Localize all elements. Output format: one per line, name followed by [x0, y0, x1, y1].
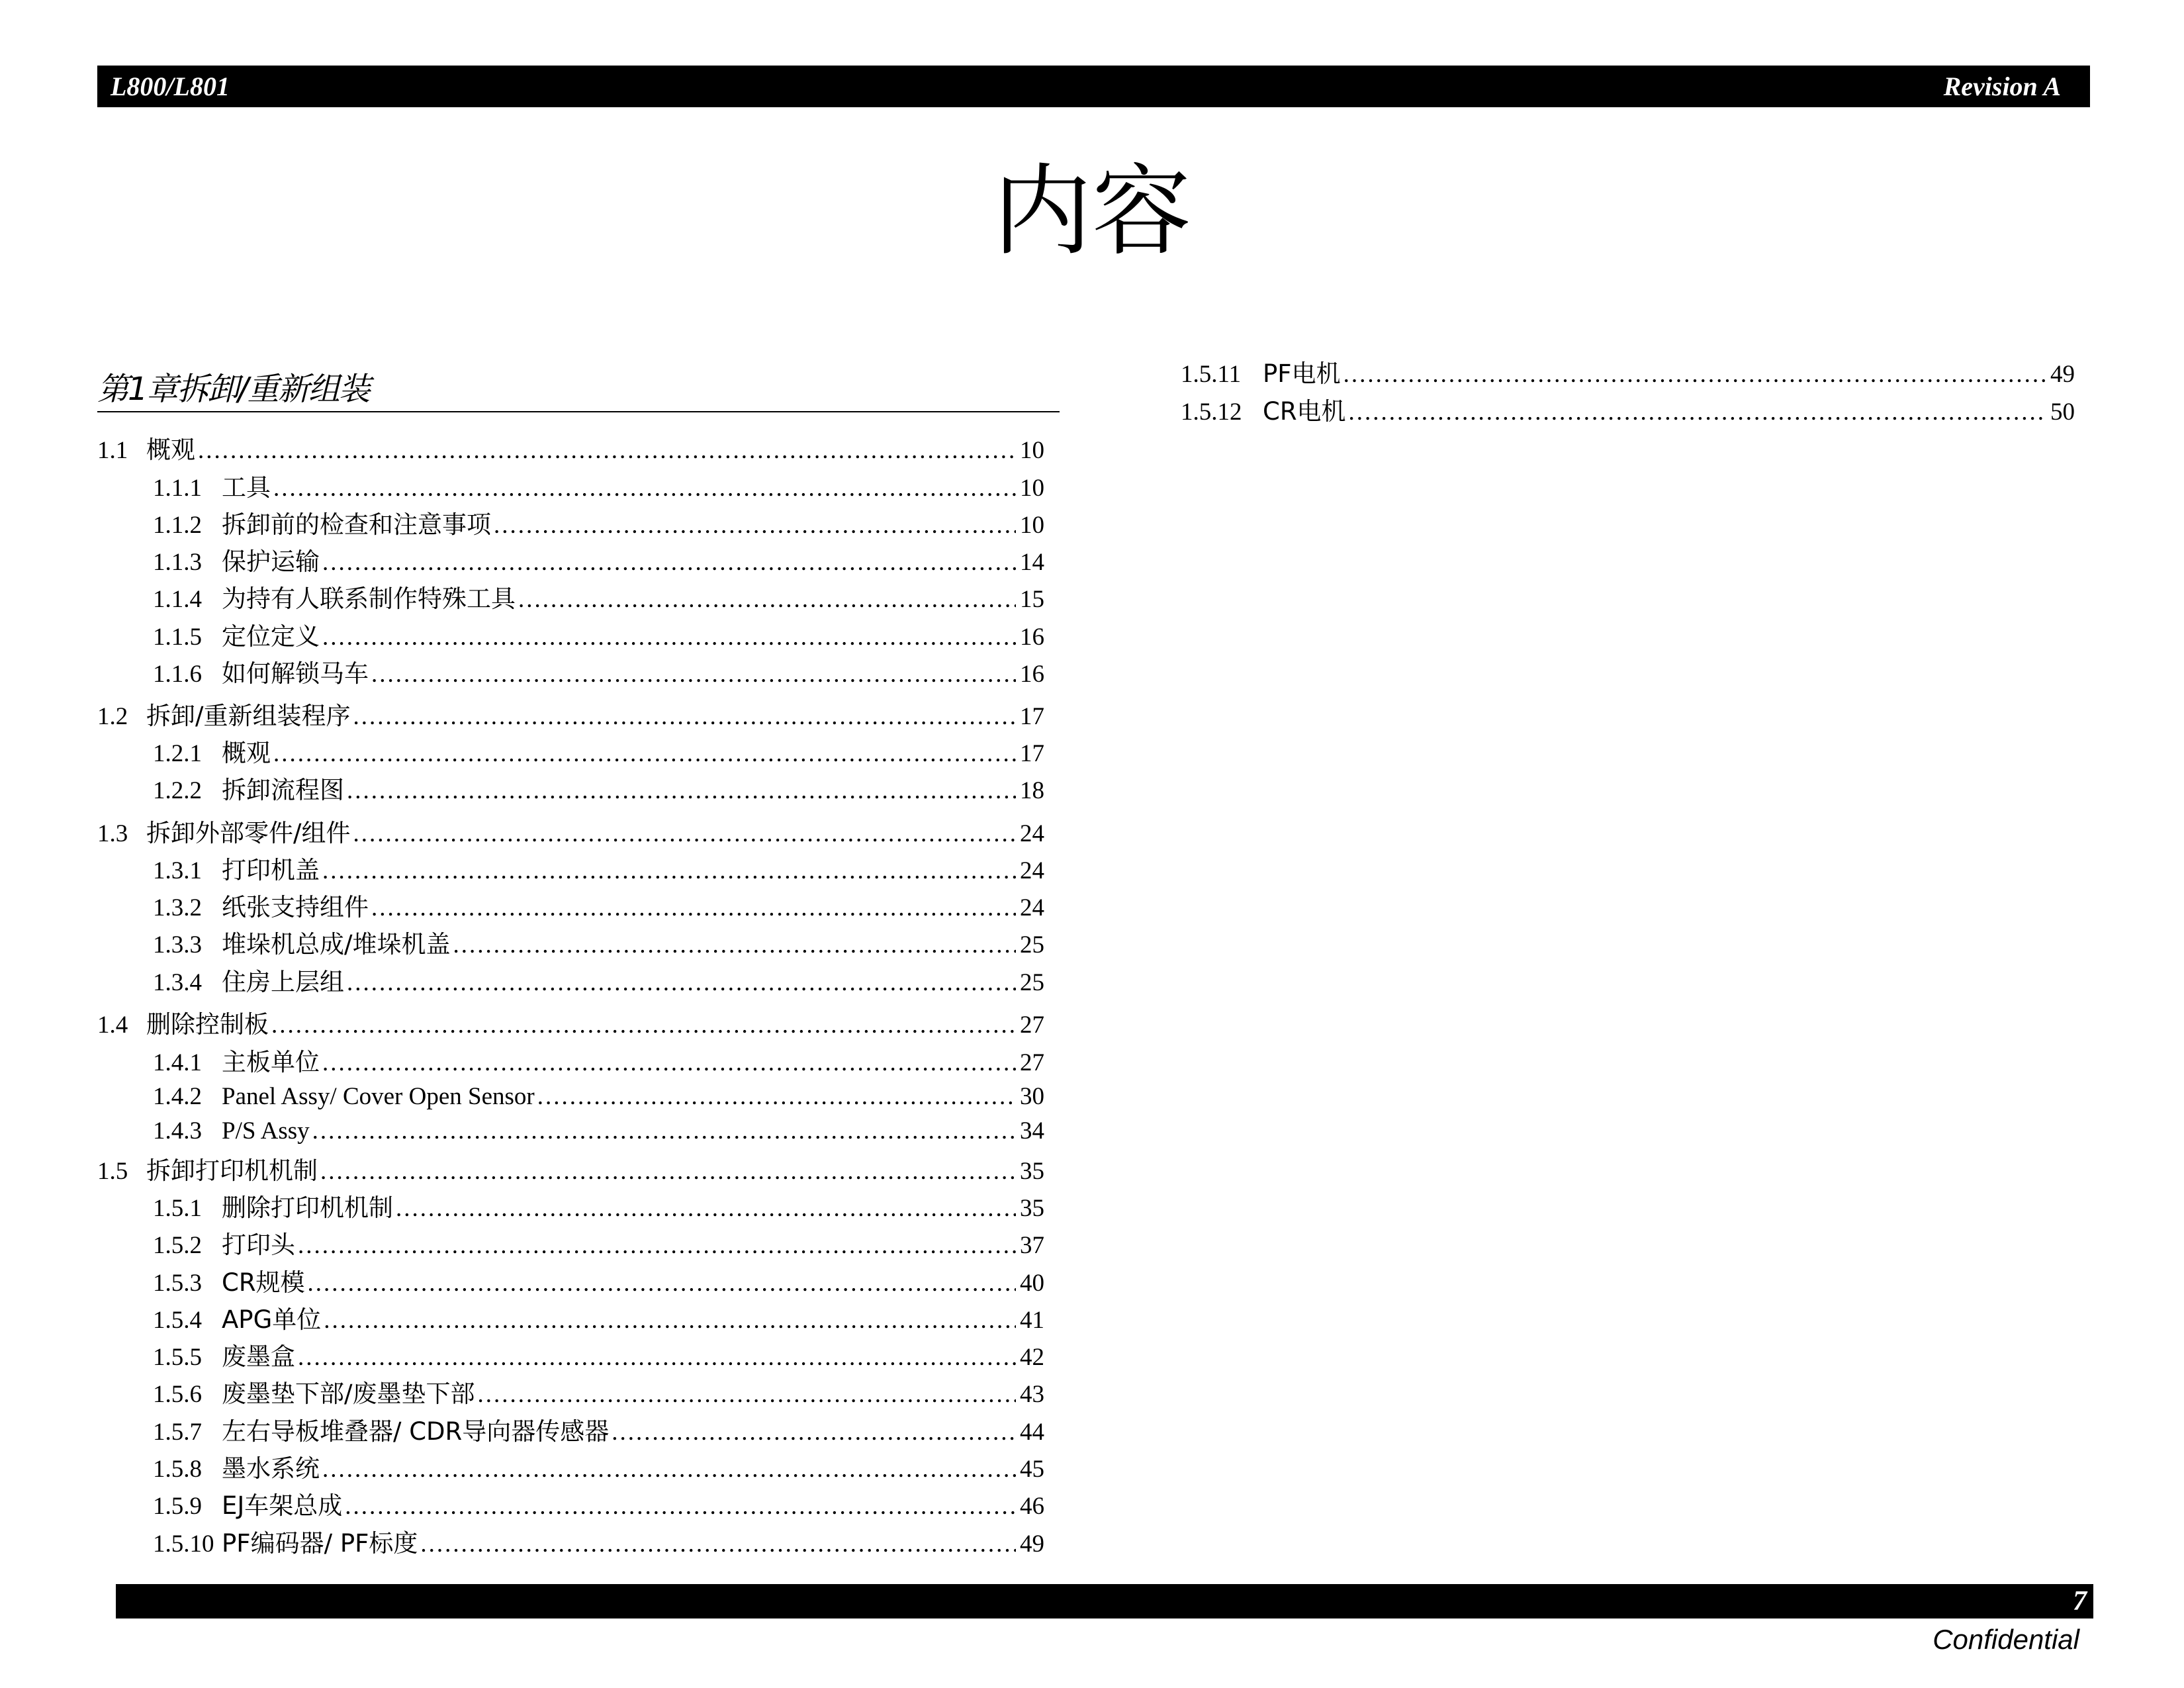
toc-entry[interactable]	[153, 508, 1044, 541]
toc-entry-title: 概观	[222, 739, 271, 767]
toc-entry-page: 43	[1020, 1381, 1044, 1408]
toc-entry-title: 拆卸流程图	[222, 776, 344, 804]
header-bar	[97, 66, 2090, 107]
toc-entry-page: 44	[1020, 1419, 1044, 1446]
toc-entry-number: 1.4.1	[153, 1049, 202, 1076]
revision-label: Revision A	[1943, 71, 2061, 101]
toc-dot-leader	[612, 1416, 1016, 1449]
toc-dot-leader	[477, 1378, 1016, 1411]
toc-entry[interactable]	[153, 928, 1044, 961]
toc-entry-page: 17	[1020, 740, 1044, 767]
toc-dot-leader	[537, 1080, 1016, 1113]
toc-entry[interactable]	[97, 434, 1044, 467]
toc-entry[interactable]	[153, 620, 1044, 653]
toc-entry-number: 1.5.6	[153, 1381, 202, 1408]
toc-entry-page: 27	[1020, 1011, 1044, 1039]
toc-entry-title: 拆卸外部零件/组件	[146, 819, 351, 847]
toc-entry[interactable]	[153, 1452, 1044, 1485]
toc-entry-page: 10	[1020, 475, 1044, 502]
toc-entry-page: 16	[1020, 661, 1044, 688]
toc-dot-leader	[371, 658, 1016, 691]
toc-entry-number: 1.5.4	[153, 1307, 202, 1334]
toc-dot-leader	[298, 1229, 1016, 1262]
toc-entry-number: 1.1.2	[153, 512, 202, 539]
toc-entry[interactable]	[153, 966, 1044, 999]
toc-entry-page: 10	[1020, 512, 1044, 539]
toc-entry-number: 1.1.3	[153, 549, 202, 576]
toc-entry[interactable]	[97, 1154, 1044, 1188]
toc-entry-number: 1.1	[97, 437, 128, 464]
toc-entry-title: CR电机	[1263, 397, 1346, 426]
toc-dot-leader	[273, 737, 1016, 771]
toc-dot-leader	[322, 621, 1016, 654]
toc-entry-title: 堆垛机总成/堆垛机盖	[222, 930, 451, 959]
toc-dot-leader	[453, 929, 1016, 962]
toc-entry-number: 1.5.7	[153, 1419, 202, 1446]
toc-entry-number: 1.4.3	[153, 1117, 202, 1145]
chapter-heading	[97, 366, 1060, 412]
toc-entry-title: 打印头	[222, 1231, 295, 1259]
toc-entry[interactable]	[97, 1008, 1044, 1041]
toc-entry[interactable]	[153, 1266, 1044, 1299]
toc-entry-number: 1.3.3	[153, 931, 202, 959]
toc-entry[interactable]	[153, 891, 1044, 924]
footer-bar	[116, 1584, 2093, 1618]
toc-dot-leader	[273, 472, 1016, 505]
toc-entry[interactable]	[153, 583, 1044, 616]
toc-entry[interactable]	[153, 1340, 1044, 1374]
toc-entry-title: 住房上层组	[222, 968, 344, 996]
page-title: 内容	[992, 154, 1191, 269]
toc-dot-leader	[198, 434, 1016, 467]
toc-entry-title: 概观	[146, 436, 195, 464]
toc-dot-leader	[322, 1047, 1016, 1080]
toc-entry-title: 删除打印机机制	[222, 1194, 393, 1222]
toc-entry-number: 1.4.2	[153, 1083, 202, 1110]
toc-entry-number: 1.5.2	[153, 1232, 202, 1259]
toc-entry[interactable]	[1181, 357, 2075, 391]
toc-dot-leader	[518, 583, 1016, 616]
toc-entry-page: 25	[1020, 931, 1044, 959]
toc-entry[interactable]	[153, 1527, 1044, 1560]
toc-entry-number: 1.3.4	[153, 969, 202, 996]
toc-entry-page: 18	[1020, 777, 1044, 804]
toc-entry-number: 1.2.2	[153, 777, 202, 804]
toc-entry[interactable]	[153, 1080, 1044, 1113]
toc-dot-leader	[494, 509, 1016, 542]
toc-dot-leader	[347, 774, 1016, 808]
toc-dot-leader	[396, 1192, 1016, 1225]
toc-entry[interactable]	[153, 1303, 1044, 1336]
toc-entry-page: 25	[1020, 969, 1044, 996]
toc-entry-title: 保护运输	[222, 547, 320, 576]
toc-entry-page: 46	[1020, 1493, 1044, 1520]
toc-entry-page: 49	[1020, 1530, 1044, 1558]
toc-entry[interactable]	[1181, 395, 2075, 428]
toc-entry[interactable]	[153, 545, 1044, 579]
toc-dot-leader	[1343, 358, 2046, 391]
toc-entry-page: 40	[1020, 1270, 1044, 1297]
toc-entry-title: 如何解锁马车	[222, 659, 369, 688]
toc-dot-leader	[322, 1453, 1016, 1486]
toc-entry[interactable]	[153, 1192, 1044, 1225]
toc-entry-title: 打印机盖	[222, 856, 320, 884]
toc-entry-page: 49	[2050, 361, 2075, 388]
toc-entry-number: 1.5.9	[153, 1493, 202, 1520]
toc-entry[interactable]	[153, 737, 1044, 770]
toc-entry-number: 1.2.1	[153, 740, 202, 767]
toc-entry-title: 纸张支持组件	[222, 893, 369, 921]
toc-entry-number: 1.4	[97, 1011, 128, 1039]
toc-entry[interactable]	[153, 1489, 1044, 1523]
toc-entry-number: 1.5	[97, 1158, 128, 1185]
toc-entry-title: 删除控制板	[146, 1010, 269, 1039]
toc-dot-leader	[353, 818, 1016, 851]
toc-entry-title: 工具	[222, 473, 271, 502]
page-number: 7	[2073, 1586, 2087, 1617]
toc-entry-page: 35	[1020, 1195, 1044, 1222]
toc-entry-title: Panel Assy/ Cover Open Sensor	[222, 1083, 535, 1110]
toc-entry-page: 35	[1020, 1158, 1044, 1185]
toc-entry-number: 1.2	[97, 703, 128, 730]
toc-entry-page: 45	[1020, 1456, 1044, 1483]
toc-entry[interactable]	[97, 817, 1044, 850]
toc-dot-leader	[322, 855, 1016, 888]
toc-entry-title: 定位定义	[222, 622, 320, 651]
toc-entry-title: 废墨垫下部/废墨垫下部	[222, 1380, 475, 1408]
toc-entry-title: 墨水系统	[222, 1454, 320, 1483]
toc-entry-title: 废墨盒	[222, 1342, 295, 1371]
toc-entry-number: 1.5.12	[1181, 399, 1242, 426]
toc-entry-page: 41	[1020, 1307, 1044, 1334]
toc-entry-number: 1.3.1	[153, 857, 202, 884]
toc-entry-title: 拆卸打印机机制	[146, 1156, 318, 1185]
toc-entry-title: EJ车架总成	[222, 1491, 343, 1520]
toc-entry-number: 1.3.2	[153, 894, 202, 921]
toc-entry-title: PF电机	[1263, 359, 1341, 388]
toc-dot-leader	[371, 892, 1016, 925]
toc-entry-page: 14	[1020, 549, 1044, 576]
confidential-label: Confidential	[1933, 1624, 2079, 1655]
toc-dot-leader	[312, 1115, 1016, 1148]
toc-entry-number: 1.5.11	[1181, 361, 1242, 388]
toc-entry-number: 1.5.10	[153, 1530, 214, 1558]
toc-dot-leader	[298, 1341, 1016, 1374]
toc-dot-leader	[322, 546, 1016, 579]
toc-entry-page: 24	[1020, 820, 1044, 847]
toc-entry[interactable]	[153, 1378, 1044, 1411]
toc-entry-title: PF编码器/ PF标度	[222, 1529, 418, 1558]
chapter-heading-text: 第1章拆卸/重新组装	[97, 371, 369, 408]
toc-entry-page: 16	[1020, 624, 1044, 651]
toc-entry-title: CR规模	[222, 1268, 305, 1297]
toc-dot-leader	[353, 700, 1016, 733]
toc-entry-title: 主板单位	[222, 1048, 320, 1076]
model-label: L800/L801	[111, 71, 230, 101]
toc-entry-number: 1.5.1	[153, 1195, 202, 1222]
toc-entry-page: 10	[1020, 437, 1044, 464]
toc-entry-number: 1.1.6	[153, 661, 202, 688]
toc-entry[interactable]	[153, 1415, 1044, 1448]
toc-entry-page: 27	[1020, 1049, 1044, 1076]
toc-dot-leader	[1349, 396, 2046, 429]
toc-entry-title: APG单位	[222, 1305, 322, 1334]
toc-entry-page: 24	[1020, 857, 1044, 884]
toc-entry-page: 15	[1020, 586, 1044, 613]
toc-dot-leader	[420, 1528, 1016, 1561]
toc-entry-number: 1.1.1	[153, 475, 202, 502]
toc-dot-leader	[324, 1304, 1016, 1337]
toc-entry-number: 1.1.5	[153, 624, 202, 651]
toc-entry-page: 50	[2050, 399, 2075, 426]
toc-entry[interactable]	[153, 1229, 1044, 1262]
toc-entry[interactable]	[153, 1115, 1044, 1148]
toc-entry-number: 1.1.4	[153, 586, 202, 613]
toc-entry-page: 34	[1020, 1117, 1044, 1145]
toc-entry-title: 拆卸/重新组装程序	[146, 702, 351, 730]
toc-entry-number: 1.5.8	[153, 1456, 202, 1483]
toc-entry-title: 左右导板堆叠器/ CDR导向器传感器	[222, 1417, 610, 1446]
toc-entry[interactable]	[153, 1046, 1044, 1079]
toc-entry-page: 37	[1020, 1232, 1044, 1259]
toc-entry[interactable]	[153, 774, 1044, 807]
toc-entry-number: 1.3	[97, 820, 128, 847]
toc-entry[interactable]	[153, 471, 1044, 504]
toc-dot-leader	[271, 1009, 1016, 1042]
toc-entry-number: 1.5.3	[153, 1270, 202, 1297]
toc-dot-leader	[345, 1490, 1016, 1523]
toc-entry-page: 30	[1020, 1083, 1044, 1110]
toc-dot-leader	[308, 1267, 1016, 1300]
toc-entry[interactable]	[153, 657, 1044, 690]
toc-entry[interactable]	[153, 854, 1044, 887]
toc-entry-page: 17	[1020, 703, 1044, 730]
toc-entry-title: 拆卸前的检查和注意事项	[222, 510, 491, 539]
toc-entry-page: 42	[1020, 1344, 1044, 1371]
toc-entry-title: 为持有人联系制作特殊工具	[222, 585, 516, 613]
toc-dot-leader	[320, 1155, 1016, 1188]
toc-entry-title: P/S Assy	[222, 1117, 310, 1145]
toc-dot-leader	[347, 966, 1016, 1000]
toc-entry[interactable]	[97, 700, 1044, 733]
toc-entry-page: 24	[1020, 894, 1044, 921]
toc-entry-number: 1.5.5	[153, 1344, 202, 1371]
